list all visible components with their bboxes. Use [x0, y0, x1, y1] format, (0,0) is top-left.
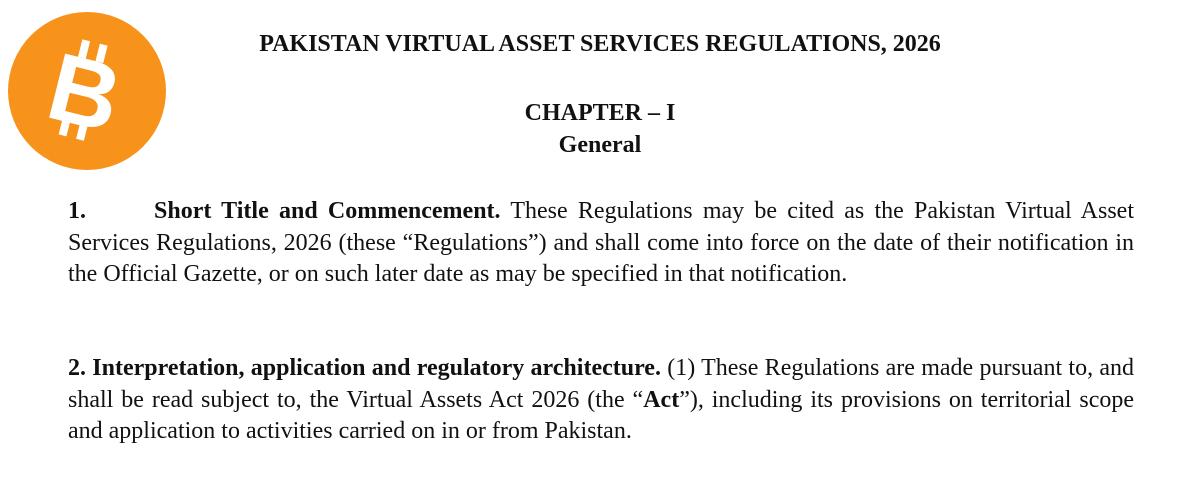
chapter-subtitle: General: [558, 132, 642, 158]
section-2-paragraph: [68, 353, 1134, 448]
section-1-number: 1.: [68, 198, 86, 224]
section-2-number: 2.: [68, 355, 86, 381]
chapter-number: CHAPTER – I: [524, 100, 676, 126]
chapter-heading: [350, 97, 850, 161]
section-2-text-before: (1) These Regulations are made pursuant to, and shall be read subject to, the Virtual Assets Act 2026 (the “: [68, 355, 1135, 413]
document-title: PAKISTAN VIRTUAL ASSET SERVICES REGULATIONS, 2026: [259, 31, 941, 57]
section-1-paragraph: [68, 196, 1134, 291]
bitcoin-logo-icon: [8, 12, 166, 170]
section-1-text: These Regulations may be cited as the Pakistan Virtual Asset Services Regulations, 2026 (these “Regulations”) and shall come into force on the date of their notification in the Official Gazette, or on such later date as may be specified in that notification.: [68, 198, 1134, 287]
section-2-heading: Interpretation, application and regulatory architecture.: [92, 355, 661, 381]
section-2-defined-term: Act: [643, 386, 680, 413]
section-2-text-after: ”), including its provisions on territorial scope and application to activities carried on in or from Pakistan.: [68, 386, 1135, 444]
section-1-heading: Short Title and Commencement.: [154, 198, 501, 224]
bitcoin-logo-glyph: B: [37, 32, 132, 154]
